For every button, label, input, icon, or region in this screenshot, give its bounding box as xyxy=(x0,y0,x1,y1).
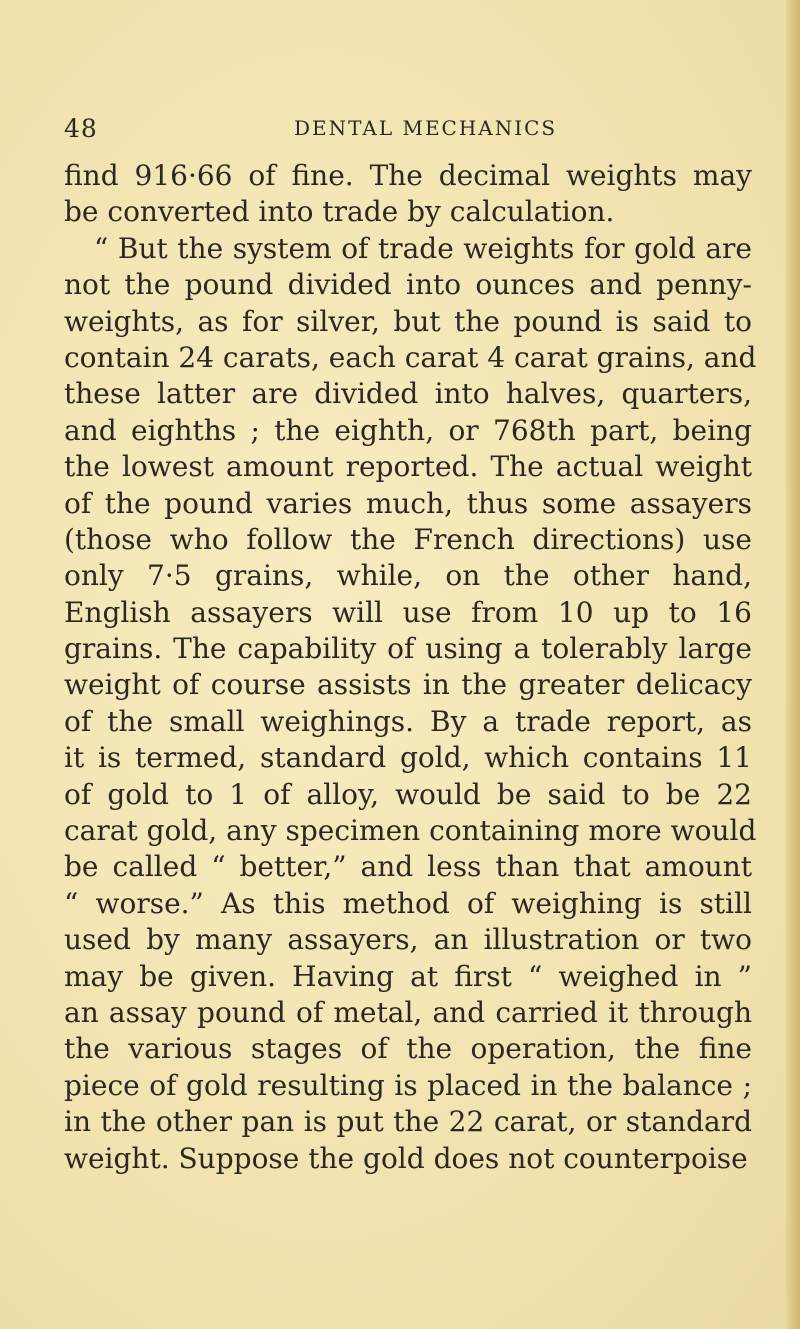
text-line: weights, as for silver, but the pound is said to xyxy=(64,304,752,338)
text-line: used by many assayers, an illustration or two xyxy=(64,923,752,957)
text-line: of the small weighings. By a trade report, as xyxy=(64,704,752,738)
text-line: of gold to 1 of alloy, would be said to be 22 xyxy=(64,777,752,811)
text-line: (those who follow the French directions) use xyxy=(64,522,752,556)
text-line: “ But the system of trade weights for gold are xyxy=(94,231,752,265)
text-line: only 7·5 grains, while, on the other hand, xyxy=(64,559,752,593)
text-line: the various stages of the operation, the fine xyxy=(64,1032,752,1066)
text-line: these latter are divided into halves, quarters, xyxy=(64,377,752,411)
text-line: English assayers will use from 10 up to 16 xyxy=(64,595,752,629)
page-edge-shadow xyxy=(786,0,800,1329)
text-line: in the other pan is put the 22 carat, or standard xyxy=(64,1105,752,1139)
text-line: the lowest amount reported. The actual weight xyxy=(64,450,752,484)
text-line: grains. The capability of using a tolerably large xyxy=(64,632,752,666)
text-line: contain 24 carats, each carat 4 carat grains, and xyxy=(64,340,757,374)
text-line: weight. Suppose the gold does not counterpoise xyxy=(64,1141,748,1175)
text-line: weight of course assists in the greater delicacy xyxy=(64,668,752,702)
text-line: piece of gold resulting is placed in the balance ; xyxy=(64,1068,752,1102)
text-line: “ worse.” As this method of weighing is still xyxy=(64,886,752,920)
page-header xyxy=(64,114,724,150)
text-line: carat gold, any specimen containing more would xyxy=(64,814,757,848)
text-line: find 916·66 of fine. The decimal weights may xyxy=(64,159,752,192)
running-head: DENTAL MECHANICS xyxy=(294,116,558,140)
body-text xyxy=(64,158,757,1177)
text-line: of the pound varies much, thus some assayers xyxy=(64,486,752,520)
text-line: may be given. Having at first “ weighed in ” xyxy=(64,959,752,993)
page-number: 48 xyxy=(64,114,98,143)
text-line: an assay pound of metal, and carried it through xyxy=(64,995,752,1029)
text-line: not the pound divided into ounces and penny- xyxy=(64,268,752,302)
text-line: it is termed, standard gold, which contains 11 xyxy=(64,741,752,775)
text-line: be called “ better,” and less than that amount xyxy=(64,850,752,884)
text-line: and eighths ; the eighth, or 768th part, being xyxy=(64,413,752,447)
text-line: be converted into trade by calculation. xyxy=(64,195,615,229)
